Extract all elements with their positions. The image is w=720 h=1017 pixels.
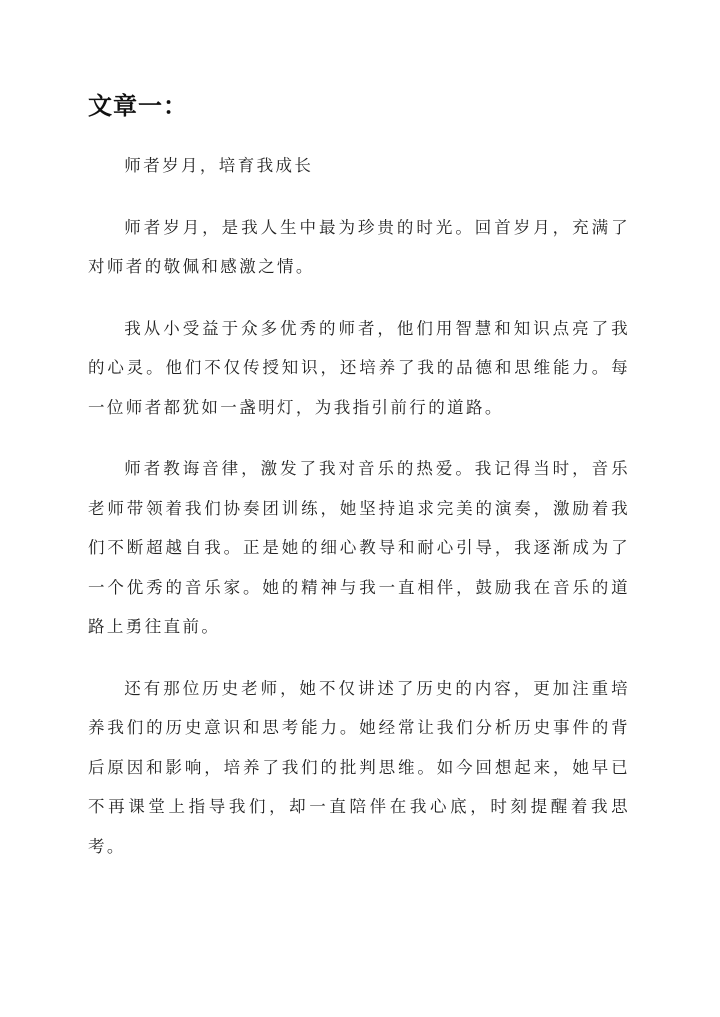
article-heading: 文章一： xyxy=(88,91,188,120)
paragraph-4: 还有那位历史老师，她不仅讲述了历史的内容，更加注重培养我们的历史意识和思考能力。她经常让我们分析历史事件的背后原因和影响，培养了我们的批判思维。如今回想起来，她早已不再课堂上指导我们，却一直陪伴在我心底，时刻提醒着我思考。 xyxy=(88,678,630,856)
paragraph-3: 师者教诲音律，激发了我对音乐的热爱。我记得当时，音乐老师带领着我们协奏团训练，她坚持追求完美的演奏，激励着我们不断超越自我。正是她的细心教导和耐心引导，我逐渐成为了一个优秀的音乐家。她的精神与我一直相伴，鼓励我在音乐的道路上勇往直前。 xyxy=(88,459,630,636)
paragraph-1: 师者岁月，是我人生中最为珍贵的时光。回首岁月，充满了对师者的敬佩和感激之情。 xyxy=(88,217,630,276)
article-body xyxy=(88,146,630,888)
paragraph-2: 我从小受益于众多优秀的师者，他们用智慧和知识点亮了我的心灵。他们不仅传授知识，还培养了我的品德和思维能力。每一位师者都犹如一盏明灯，为我指引前行的道路。 xyxy=(88,318,630,417)
article-subtitle: 师者岁月，培育我成长 xyxy=(124,156,314,175)
